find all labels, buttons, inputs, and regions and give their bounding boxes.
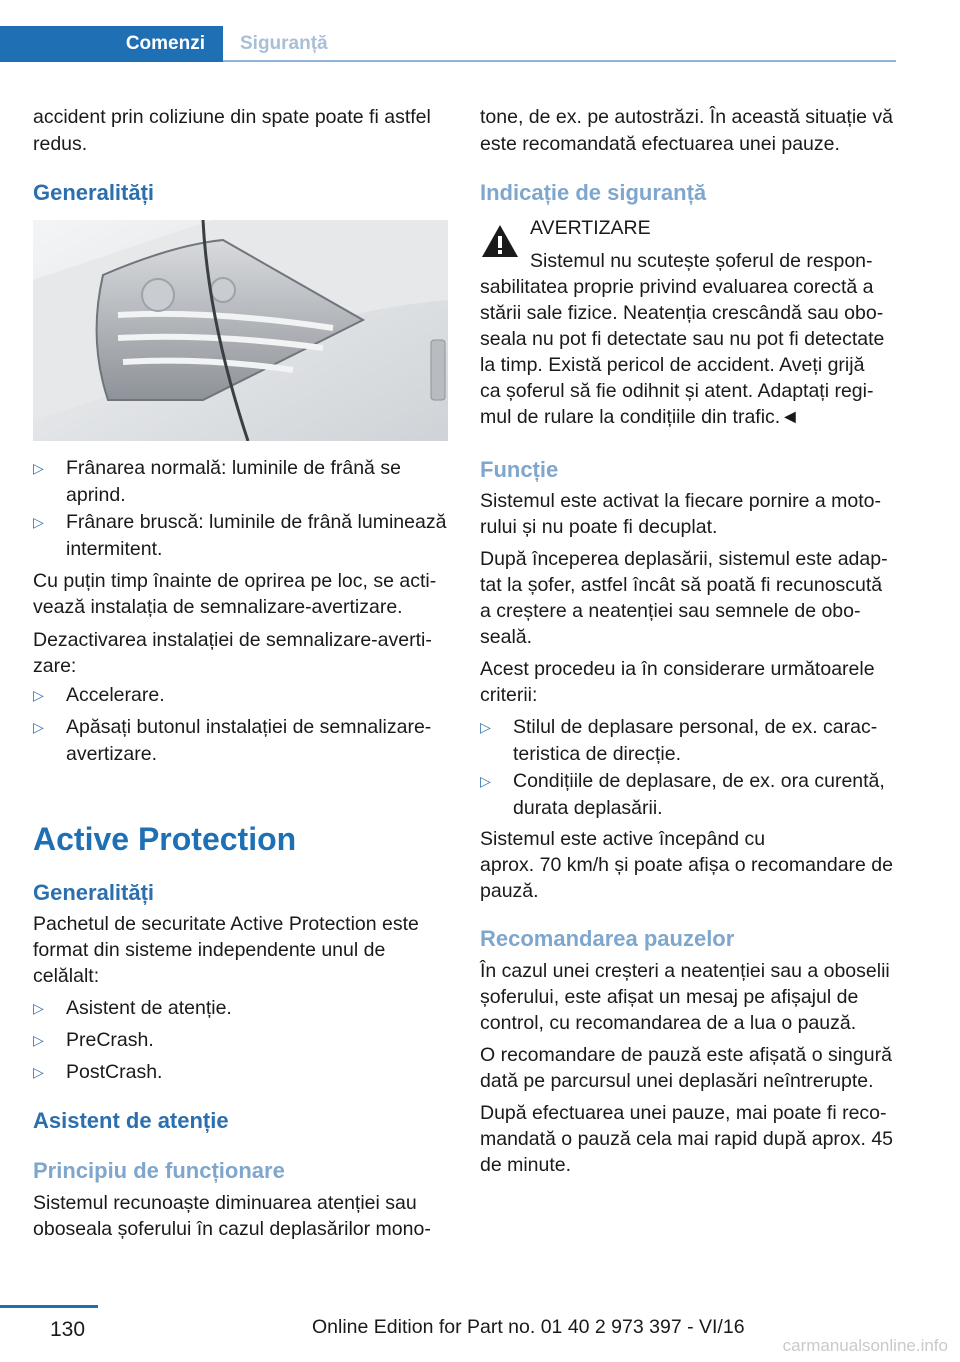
p-functie2-3: a creștere a neatenției sau semnele de obo‐: [480, 600, 861, 622]
triangle-bullet-icon: ▷: [33, 1000, 44, 1016]
p-active-2: aprox. 70 km/h și poate afișa o recomandare de: [480, 854, 893, 876]
bullet-text: PostCrash.: [66, 1061, 163, 1083]
p-functie1-2: rului și nu poate fi decuplat.: [480, 516, 718, 538]
bullet-stilul: [480, 714, 900, 767]
footer-rule: [0, 1305, 98, 1308]
triangle-bullet-icon: ▷: [480, 773, 491, 789]
p-principiu-2: oboseala șoferului în cazul deplasărilor mono‐: [33, 1218, 431, 1240]
heading-indicatie-siguranta: Indicație de siguranță: [480, 180, 707, 205]
bullet-apasati: [33, 714, 453, 767]
intro-line-2: redus.: [33, 133, 88, 155]
p-deactivate-2: zare:: [33, 655, 77, 677]
bullet-text: teristica de direcție.: [513, 742, 681, 765]
p-rec3-1: După efectuarea unei pauze, mai poate fi reco‐: [480, 1102, 887, 1124]
triangle-bullet-icon: ▷: [33, 1032, 44, 1048]
bullet-postcrash: [33, 1059, 453, 1086]
triangle-bullet-icon: ▷: [33, 719, 44, 735]
triangle-bullet-icon: ▷: [480, 719, 491, 735]
tail-light-photo: [33, 220, 448, 441]
p-package-3: celălalt:: [33, 965, 100, 987]
triangle-bullet-icon: ▷: [33, 687, 44, 703]
header-tabbar: [0, 26, 896, 62]
p-rec3-3: de minute.: [480, 1154, 572, 1176]
bullet-asistent: [33, 995, 453, 1022]
p-active-3: pauză.: [480, 880, 539, 902]
p-package-2: format din sisteme independente unul de: [33, 939, 386, 961]
p-active-1: Sistemul este active începând cu: [480, 828, 766, 850]
p-functie1-1: Sistemul este activat la fiecare pornire a moto‐: [480, 490, 882, 512]
p-rec1-2: șoferului, este afișat un mesaj pe afișajul de: [480, 986, 859, 1008]
bullet-text: Stilul de deplasare personal, de ex. carac‐: [513, 716, 878, 738]
bullet-text: Frânarea normală: luminile de frână se: [66, 457, 401, 479]
p-hazard-1: Cu puțin timp înainte de oprirea pe loc, se acti‐: [33, 570, 437, 592]
warning-line-6: ca șoferul să fie odihnit și atent. Adaptați regi‐: [480, 380, 874, 402]
bullet-accelerare: [33, 682, 453, 709]
triangle-bullet-icon: ▷: [33, 460, 44, 476]
bullet-text: PreCrash.: [66, 1029, 154, 1051]
page-number: 130: [50, 1318, 86, 1341]
p-rec1-1: În cazul unei creșteri a neatenției sau a oboselii: [480, 960, 890, 982]
heading-asistent-atentie: Asistent de atenție: [33, 1108, 229, 1133]
bullet-text: Asistent de atenție.: [66, 997, 232, 1019]
bullet-text: intermitent.: [66, 537, 163, 560]
p-rec3-2: mandată o pauză cela mai rapid după aprox. 45: [480, 1128, 894, 1150]
warning-triangle-icon: [480, 223, 520, 259]
heading-generalitati-2: Generalități: [33, 880, 155, 905]
p-continue-1: tone, de ex. pe autostrăzi. În această situație vă: [480, 106, 894, 128]
p-principiu-1: Sistemul recunoaște diminuarea atenției sau: [33, 1192, 417, 1214]
bullet-text: durata deplasării.: [513, 796, 663, 819]
bullet-text: avertizare.: [66, 742, 158, 765]
header-divider: [223, 60, 896, 62]
warning-line-4: seala nu pot fi detectate sau nu pot fi detectate: [480, 328, 885, 350]
p-rec2-1: O recomandare de pauză este afișată o singură: [480, 1044, 892, 1066]
footer-edition: Online Edition for Part no. 01 40 2 973 397 - VI/16: [312, 1316, 745, 1338]
p-functie2-1: După începerea deplasării, sistemul este adap‐: [480, 548, 888, 570]
bullet-conditiile: [480, 768, 900, 821]
p-continue-2: este recomandată efectuarea unei pauze.: [480, 133, 840, 155]
p-deactivate-1: Dezactivarea instalației de semnalizare-averti‐: [33, 629, 432, 651]
p-rec1-3: control, cu recomandarea de a lua o pauză.: [480, 1012, 857, 1034]
bullet-precrash: [33, 1027, 453, 1054]
p-rec2-2: dată pe parcursul unei deplasări neîntrerupte.: [480, 1070, 874, 1092]
bullet-text: Frânare bruscă: luminile de frână luminează: [66, 511, 447, 533]
intro-line-1: accident prin coliziune din spate poate fi astfel: [33, 106, 431, 128]
p-criteria-1: Acest procedeu ia în considerare următoarele: [480, 658, 875, 680]
warning-line-7: mul de rulare la condițiile din trafic.◄: [480, 406, 800, 428]
heading-principiu: Principiu de funcționare: [33, 1158, 285, 1183]
warning-line-3: stării sale fizice. Neatenția crescândă sau obo‐: [480, 302, 884, 324]
p-functie2-4: seală.: [480, 626, 533, 648]
heading-recomandarea: Recomandarea pauzelor: [480, 926, 735, 951]
warning-line-1: Sistemul nu scutește șoferul de respon‐: [530, 250, 873, 272]
heading-functie: Funcție: [480, 457, 559, 482]
tab-comenzi[interactable]: Comenzi: [0, 26, 223, 62]
bullet-frana-normala: [33, 455, 453, 508]
bullet-frana-brusca: [33, 509, 453, 562]
heading-generalitati-1: Generalități: [33, 180, 155, 205]
bullet-text: aprind.: [66, 483, 126, 506]
bullet-text: Apăsați butonul instalației de semnalizare-: [66, 716, 432, 738]
p-functie2-2: tat la șofer, astfel încât să poată fi recunoscută: [480, 574, 883, 596]
p-hazard-2: vează instalația de semnalizare-avertizare.: [33, 596, 403, 618]
watermark: carmanualsonline.info: [782, 1336, 948, 1355]
warning-title: AVERTIZARE: [530, 217, 651, 239]
heading-active-protection: Active Protection: [33, 821, 297, 857]
triangle-bullet-icon: ▷: [33, 1064, 44, 1080]
warning-line-2: sabilitatea proprie privind evaluarea corectă a: [480, 276, 874, 298]
tab-siguranta[interactable]: Siguranță: [240, 33, 328, 54]
triangle-bullet-icon: ▷: [33, 514, 44, 530]
p-criteria-2: criterii:: [480, 684, 538, 706]
p-package-1: Pachetul de securitate Active Protection este: [33, 913, 419, 935]
bullet-text: Condițiile de deplasare, de ex. ora curentă,: [513, 770, 885, 792]
warning-line-5: la timp. Există pericol de accident. Aveți grijă: [480, 354, 865, 376]
bullet-text: Accelerare.: [66, 684, 165, 706]
